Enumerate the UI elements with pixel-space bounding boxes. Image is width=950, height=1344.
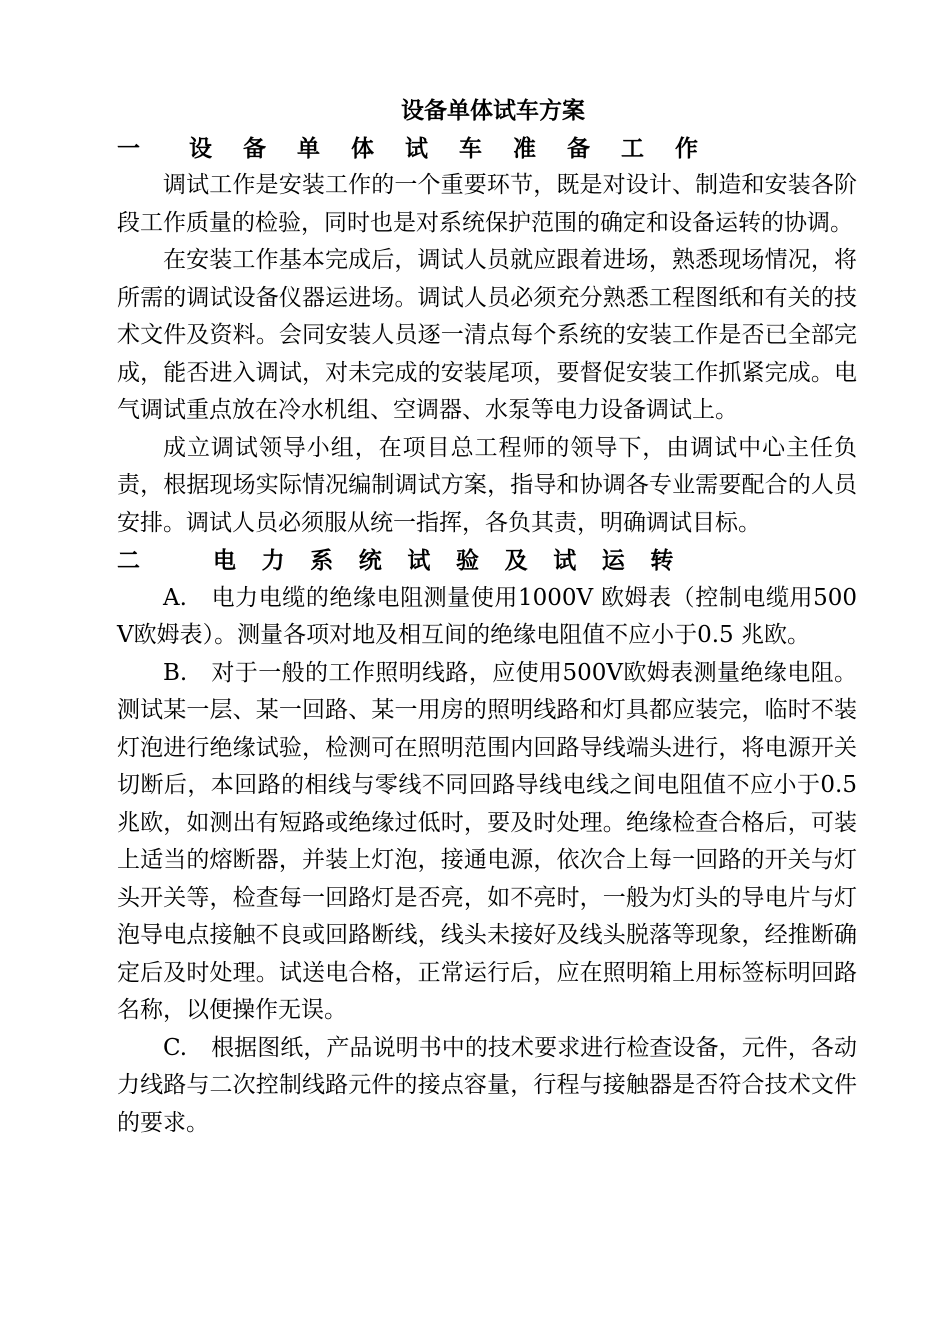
- section-2-item-b: [117, 655, 857, 1030]
- section-2-number: 二: [117, 547, 140, 574]
- section-1-paragraph: 在安装工作基本完成后，调试人员就应跟着进场，熟悉现场情况，将所需的调试设备仪器运进场。调试人员必须充分熟悉工程图纸和有关的技术文件及资料。会同安装人员逐一清点每个系统的安装工作是否已全部完成，能否进入调试，对未完成的安装尾项，要督促安装工作抓紧完成。电气调试重点放在冷水机组、空调器、水泵等电力设备调试上。: [117, 247, 857, 423]
- document-page: [117, 92, 857, 1142]
- item-text: 根据图纸，产品说明书中的技术要求进行检查设备，元件，各动力线路与二次控制线路元件的接点容量，行程与接触器是否符合技术文件的要求。: [117, 1034, 857, 1136]
- section-2-item-a: [117, 580, 857, 655]
- section-1-title: 设备单体试车准备工作: [189, 134, 729, 162]
- item-text: 对于一般的工作照明线路，应使用500V欧姆表测量绝缘电阻。测试某一层、某一回路、某一用房的照明线路和灯具都应装完，临时不装灯泡进行绝缘试验，检测可在照明范围内回路导线端头进行，将电源开关切断后，本回路的相线与零线不同回路导线电线之间电阻值不应小于0.5 兆欧，如测出有短路或绝缘过低时，要及时处理。绝缘检查合格后，可装上适当的熔断器，并装上灯泡，接通电源，依次合上每一回路的开关与灯头开关等，检查每一回路灯是否亮，如不亮时，一般为灯头的导电片与灯泡导电点接触不良或回路断线，线头未接好及线头脱落等现象，经推断确定后及时处理。试送电合格，正常运行后，应在照明箱上用标签标明回路名称，以便操作无误。: [117, 659, 857, 1023]
- item-label: C.: [163, 1034, 188, 1061]
- item-label: A.: [163, 584, 187, 611]
- item-text: 电力电缆的绝缘电阻测量使用1000V 欧姆表（控制电缆用500V欧姆表）。测量各项对地及相互间的绝缘电阻值不应小于0.5 兆欧。: [117, 584, 857, 648]
- section-2-item-c: [117, 1030, 857, 1143]
- section-1-paragraph: 调试工作是安装工作的一个重要环节，既是对设计、制造和安装各阶段工作质量的检验，同时也是对系统保护范围的确定和设备运转的协调。: [117, 172, 857, 236]
- section-1-number: 一: [117, 134, 140, 162]
- item-label: B.: [163, 659, 188, 686]
- section-2-title: 电力系统试验及试运转: [213, 547, 699, 574]
- document-title: 设备单体试车方案: [401, 97, 585, 124]
- section-2-heading: [117, 542, 857, 580]
- section-1-heading: [117, 130, 857, 168]
- section-1-paragraph: 成立调试领导小组，在项目总工程师的领导下，由调试中心主任负责，根据现场实际情况编制调试方案，指导和协调各专业需要配合的人员安排。调试人员必须服从统一指挥，各负其责，明确调试目标。: [117, 434, 857, 536]
